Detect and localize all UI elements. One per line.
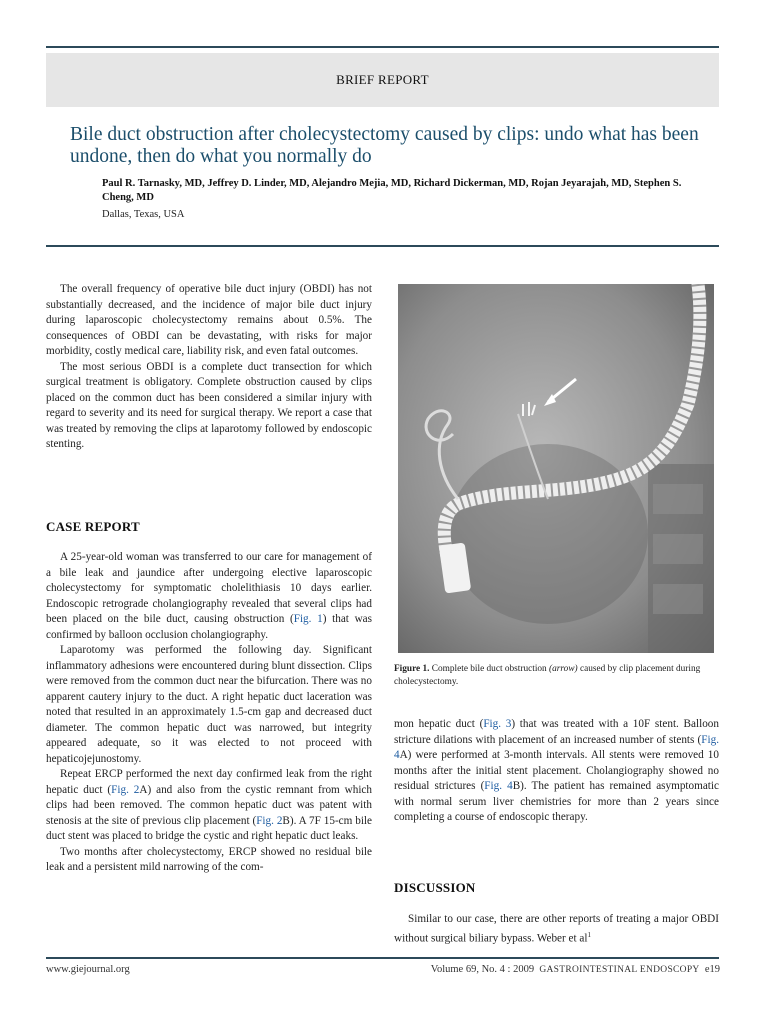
paragraph: The overall frequency of operative bile duct injury (OBDI) has not substantially decreased, and the incidence of major bile duct injury during laparoscopic cholecystectomy remains about 0.5%. The consequences of OBDI can be devastating, with risks for major morbidity, costly medical care, liability risk, and even fatal outcomes. <box>46 283 372 357</box>
case-report-heading: CASE REPORT <box>46 519 140 534</box>
footer-rule <box>46 957 719 959</box>
paragraph: Two months after cholecystectomy, ERCP showed no residual bile leak and a persistent mild narrowing of the com- <box>46 845 372 873</box>
author-list: Paul R. Tarnasky, MD, Jeffrey D. Linder, MD, Alejandro Mejia, MD, Richard Dickerman, MD, Rojan Jeyarajah, MD, Stephen S. Cheng, MD <box>102 178 682 203</box>
header-divider <box>46 245 719 247</box>
paragraph: Similar to our case, there are other reports of treating a major OBDI without surgical biliary bypass. Weber et $al^1$ <box>394 913 719 945</box>
right-column-discussion <box>394 912 719 947</box>
figure-caption-label: Figure 1. <box>394 664 430 674</box>
discussion-heading: DISCUSSION <box>394 880 476 895</box>
figure-link[interactable]: Fig. 4 <box>394 733 719 761</box>
left-column-intro <box>46 282 372 453</box>
xray-illustration <box>398 284 714 653</box>
left-column-case <box>46 550 372 876</box>
section-label: BRIEF REPORT <box>336 72 429 87</box>
top-rule <box>46 46 719 48</box>
figure-link[interactable]: Fig. 2 <box>111 783 140 796</box>
affiliation: Dallas, Texas, USA <box>102 209 185 220</box>
figure-link[interactable]: Fig. 3 <box>483 718 512 730</box>
figure-link[interactable]: Fig. 4 <box>484 780 513 792</box>
paragraph: Repeat ERCP performed the next day confirmed leak from the right hepatic duct (Fig. 2A) and also from the cystic remnant from which clips had been removed. The common hepatic duct was patent with stenosis at the site of previous clip placement (Fig. 2B). A 7F 15-cm bile duct stent was placed to bridge the cystic and right hepatic duct leaks. <box>46 768 373 842</box>
paragraph: Laparotomy was performed the following day. Significant inflammatory adhesions were encountered during blunt dissection. Clips were removed from the common duct near the bifurcation. There was no apparent cautery injury to the duct. A right hepatic duct laceration was noted that resulted in an approximately 1.5-cm gap and decreased duct diameter. The common hepatic duct was narrowed, but integrity appeared adequate, so it was elected to not proceed with hepaticojejunostomy. <box>46 644 372 765</box>
paragraph: A 25-year-old woman was transferred to our care for management of a bile leak and jaundice after undergoing elective laparoscopic cholecystectomy for symptomatic cholelithiasis 10 days earlier. Endoscopic retrograde cholangiography revealed that several clips had been placed on the bile duct, causing obstruction (Fig. 1) that was confirmed by balloon occlusion cholangiography. <box>46 551 372 641</box>
reference-superscript[interactable]: 1 <box>587 930 591 939</box>
paragraph: mon hepatic duct (Fig. 3) that was treated with a 10F stent. Balloon stricture dilations with placement of an increased number of stents (Fig. 4A) were performed at 3-month intervals. All stents were removed 10 months after the initial stent placement. Cholangiography showed no residual strictures (Fig. 4B). The patient has remained asymptomatic with normal serum liver chemistries for more than 2 years since completing a course of endoscopic therapy. <box>394 718 719 823</box>
paragraph: The most serious OBDI is a complete duct transection for which surgical treatment is obligatory. Complete obstruction caused by clips placed on the common duct has been considered a similar injury with regard to severity and its need for surgical therapy. We report a case that was treated by removing the clips at laparotomy followed by endoscopic stenting. <box>46 360 372 450</box>
right-column-text <box>394 717 719 826</box>
cholangiography-image <box>398 284 714 653</box>
figure-link[interactable]: Fig. 1 <box>293 613 323 625</box>
figure-caption: Figure 1. Complete bile duct obstruction (arrow) caused by clip placement during cholecystectomy. <box>394 664 701 687</box>
journal-website[interactable]: www.giejournal.org <box>46 964 130 975</box>
article-title: Bile duct obstruction after cholecystectomy caused by clips: undo what has been undone, then do what you normally do <box>70 124 699 167</box>
section-banner <box>46 53 719 107</box>
figure-link[interactable]: Fig. 2 <box>256 814 283 827</box>
footer-citation: Volume 69, No. 4 : 2009 GASTROINTESTINAL ENDOSCOPY e19 <box>430 964 720 975</box>
